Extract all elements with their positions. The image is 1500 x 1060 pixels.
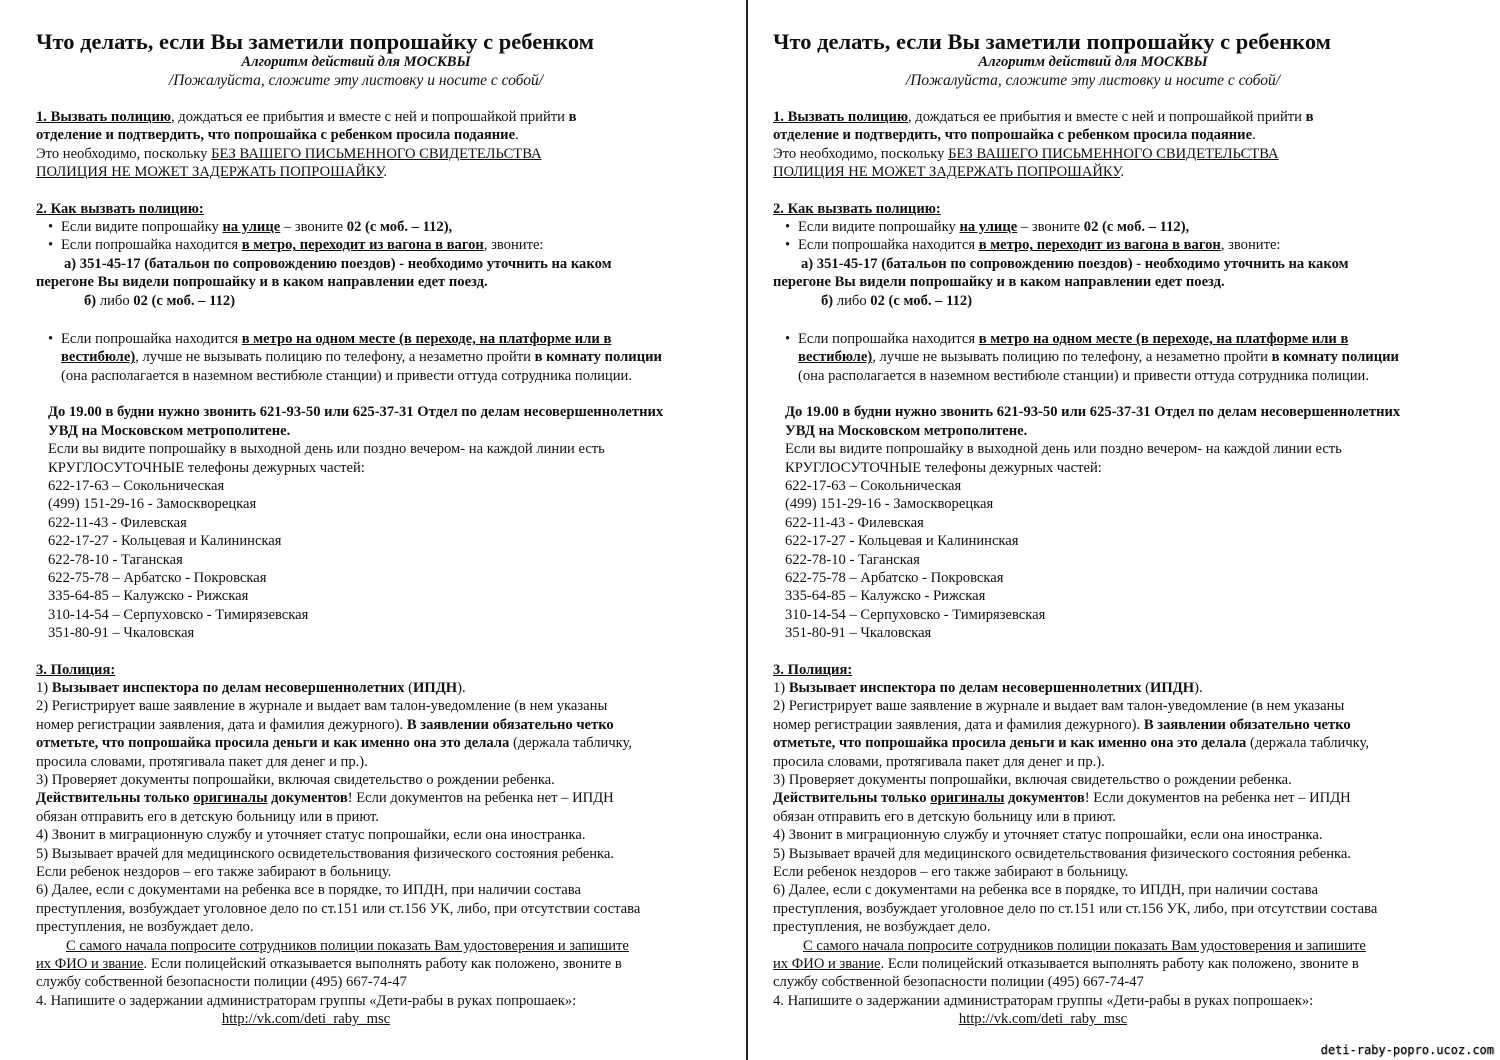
site-watermark: deti-raby-popro.ucoz.com: [1317, 1042, 1498, 1058]
phone-item: 622-11-43 - Филевская: [48, 514, 187, 531]
leaflet-title: Что делать, если Вы заметили попрошайку с ребенком: [773, 29, 1331, 54]
phone-item: (499) 151-29-16 - Замоскворецкая: [48, 496, 257, 513]
list-item: • Если попрошайка находится в метро, переходит из вагона в вагон, звоните:: [785, 236, 1473, 254]
leaflet-right: [737, 0, 1487, 1060]
phone-item: 622-17-63 – Сокольническая: [785, 477, 962, 494]
list-item: • Если попрошайка находится в метро на одном месте (в переходе, на платформе или в вестибюле), лучше не вызывать полицию по телефону, а незаметно пройти в комнату полиции (она располагается в наземном вестибюле станции) и привести оттуда сотрудника полиции.: [785, 330, 1473, 385]
phone-item: 335-64-85 – Калужско - Рижская: [48, 588, 249, 605]
list-item: • Если видите попрошайку на улице – звоните 02 (с моб. – 112),: [48, 218, 736, 236]
phone-item: 310-14-54 – Серпуховско - Тимирязевская: [785, 606, 1046, 623]
phone-item: 310-14-54 – Серпуховско - Тимирязевская: [48, 606, 309, 623]
section-2-heading: 2. Как вызвать полицию:: [773, 200, 941, 217]
juvenile-section: До 19.00 в будни нужно звонить 621-93-50 или 625-37-31 Отдел по делам несовершеннолетних УВД на Московском метрополитене. Если вы видите попрошайку в выходной день или поздно вечером- на каждой линии есть КРУГЛОСУТОЧНЫЕ телефоны дежурных частей: 622-17-63 – Сокольническая (499) 151-29-16 - Замоскворецкая 622-11-43 - Филевская 622-17-27 - Кольцевая и Калининская 622-78-10 - Таганская 622-75-78 – Арбатско - Покровская 335-64-85 – Калужско - Рижская 310-14-54 – Серпуховско - Тимирязевская 351-80-91 – Чкаловская: [36, 403, 736, 642]
section-3-heading: 3. Полиция:: [773, 661, 853, 678]
phone-list: [48, 477, 736, 643]
section-1-heading: 1. Вызвать полицию: [773, 109, 908, 125]
section-3: 3. Полиция: 1) Вызывает инспектора по делам несовершеннолетних (ИПДН). 2) Регистрирует ваше заявление в журнале и выдает вам талон-уведомление (в нем указаны номер регистрации заявления, дата и фамилия дежурного). В заявлении обязательно четко отметьте, что попрошайка просила деньги и как именно она это делала (держала табличку, просила словами, протягивала пакет для денег и пр.). 3) Проверяет документы попрошайки, включая свидетельство о рождении ребенка. Действительны только оригиналы документов! Если документов на ребенка нет – ИПДН обязан отправить его в детскую больницу или в приют. 4) Звонит в миграционную службу и уточняет статус попрошайки, если она иностранка. 5) Вызывает врачей для медицинского освидетельствования физического состояния ребенка. Если ребенок нездоров – его также забирают в больницу. 6) Далее, если с документами на ребенка все в порядке, то ИПДН, при наличии состава преступления, возбуждает уголовное дело по ст.151 или ст.156 УК, либо, при отсутствии состава преступления, не возбуждает дело. С самого начала попросите сотрудников полиции показать Вам удостоверения и запишите их ФИО и звание. Если полицейский отказывается выполнять работу как положено, звоните в службу собственной безопасности полиции (495) 667-74-47 4. Напишите о задержании администраторам группы «Дети-рабы в руках попрошаек»: http://vk.com/deti_raby_msc: [36, 661, 736, 1029]
phone-item: 622-75-78 – Арбатско - Покровская: [785, 569, 1004, 586]
list-item: • Если попрошайка находится в метро, переходит из вагона в вагон, звоните:: [48, 236, 736, 254]
section-2: 2. Как вызвать полицию: • Если видите попрошайку на улице – звоните 02 (с моб. – 112), • Если попрошайка находится в метро, переходит из вагона в вагон, звоните: а) 351-45-17 (батальон по сопровождению поездов) - необходимо уточнить на каком перегоне Вы видели попрошайку и в каком направлении едет поезд. б) либо 02 (с моб. – 112) • Если попрошайка находится в метро на одном месте (в переходе, на платформе или в вестибюле), лучше не вызывать полицию по телефону, а незаметно пройти в комнату полиции (она располагается в наземном вестибюле станции) и привести оттуда сотрудника полиции.: [36, 200, 736, 386]
section-1-heading: 1. Вызвать полицию: [36, 109, 171, 125]
leaflet-subtitle: Алгоритм действий для МОСКВЫ: [978, 54, 1208, 70]
section-3: 3. Полиция: 1) Вызывает инспектора по делам несовершеннолетних (ИПДН). 2) Регистрирует ваше заявление в журнале и выдает вам талон-уведомление (в нем указаны номер регистрации заявления, дата и фамилия дежурного). В заявлении обязательно четко отметьте, что попрошайка просила деньги и как именно она это делала (держала табличку, просила словами, протягивала пакет для денег и пр.). 3) Проверяет документы попрошайки, включая свидетельство о рождении ребенка. Действительны только оригиналы документов! Если документов на ребенка нет – ИПДН обязан отправить его в детскую больницу или в приют. 4) Звонит в миграционную службу и уточняет статус попрошайки, если она иностранка. 5) Вызывает врачей для медицинского освидетельствования физического состояния ребенка. Если ребенок нездоров – его также забирают в больницу. 6) Далее, если с документами на ребенка все в порядке, то ИПДН, при наличии состава преступления, возбуждает уголовное дело по ст.151 или ст.156 УК, либо, при отсутствии состава преступления, не возбуждает дело. С самого начала попросите сотрудников полиции показать Вам удостоверения и запишите их ФИО и звание. Если полицейский отказывается выполнять работу как положено, звоните в службу собственной безопасности полиции (495) 667-74-47 4. Напишите о задержании администраторам группы «Дети-рабы в руках попрошаек»: http://vk.com/deti_raby_msc: [773, 661, 1473, 1029]
phone-item: 622-17-63 – Сокольническая: [48, 477, 225, 494]
phone-item: 622-11-43 - Филевская: [785, 514, 924, 531]
list-item: • Если видите попрошайку на улице – звоните 02 (с моб. – 112),: [785, 218, 1473, 236]
phone-item: 351-80-91 – Чкаловская: [785, 625, 932, 642]
leaflet-note: /Пожалуйста, сложите эту листовку и носите с собой/: [905, 72, 1281, 89]
leaflet-subtitle: Алгоритм действий для МОСКВЫ: [241, 54, 471, 70]
section-1: 1. Вызвать полицию, дождаться ее прибытия и вместе с ней и попрошайкой прийти в отделение и подтвердить, что попрошайка с ребенком просила подаяние. Это необходимо, поскольку БЕЗ ВАШЕГО ПИСЬМЕННОГО СВИДЕТЕЛЬСТВА ПОЛИЦИЯ НЕ МОЖЕТ ЗАДЕРЖАТЬ ПОПРОШАЙКУ.: [773, 109, 1314, 181]
phone-item: (499) 151-29-16 - Замоскворецкая: [785, 496, 994, 513]
phone-item: 622-17-27 - Кольцевая и Калининская: [48, 533, 282, 550]
phone-item: 622-78-10 - Таганская: [48, 551, 183, 568]
juvenile-section: До 19.00 в будни нужно звонить 621-93-50 или 625-37-31 Отдел по делам несовершеннолетних УВД на Московском метрополитене. Если вы видите попрошайку в выходной день или поздно вечером- на каждой линии есть КРУГЛОСУТОЧНЫЕ телефоны дежурных частей: 622-17-63 – Сокольническая (499) 151-29-16 - Замоскворецкая 622-11-43 - Филевская 622-17-27 - Кольцевая и Калининская 622-78-10 - Таганская 622-75-78 – Арбатско - Покровская 335-64-85 – Калужско - Рижская 310-14-54 – Серпуховско - Тимирязевская 351-80-91 – Чкаловская: [773, 403, 1473, 642]
phone-item: 622-78-10 - Таганская: [785, 551, 920, 568]
section-1: 1. Вызвать полицию, дождаться ее прибытия и вместе с ней и попрошайкой прийти в отделение и подтвердить, что попрошайка с ребенком просила подаяние. Это необходимо, поскольку БЕЗ ВАШЕГО ПИСЬМЕННОГО СВИДЕТЕЛЬСТВА ПОЛИЦИЯ НЕ МОЖЕТ ЗАДЕРЖАТЬ ПОПРОШАЙКУ.: [36, 109, 577, 181]
section-2-heading: 2. Как вызвать полицию:: [36, 200, 204, 217]
leaflet-title: Что делать, если Вы заметили попрошайку с ребенком: [36, 29, 594, 54]
phone-item: 622-17-27 - Кольцевая и Калининская: [785, 533, 1019, 550]
section-3-heading: 3. Полиция:: [36, 661, 116, 678]
list-item: • Если попрошайка находится в метро на одном месте (в переходе, на платформе или в вестибюле), лучше не вызывать полицию по телефону, а незаметно пройти в комнату полиции (она располагается в наземном вестибюле станции) и привести оттуда сотрудника полиции.: [48, 330, 736, 385]
section-2: 2. Как вызвать полицию: • Если видите попрошайку на улице – звоните 02 (с моб. – 112), • Если попрошайка находится в метро, переходит из вагона в вагон, звоните: а) 351-45-17 (батальон по сопровождению поездов) - необходимо уточнить на каком перегоне Вы видели попрошайку и в каком направлении едет поезд. б) либо 02 (с моб. – 112) • Если попрошайка находится в метро на одном месте (в переходе, на платформе или в вестибюле), лучше не вызывать полицию по телефону, а незаметно пройти в комнату полиции (она располагается в наземном вестибюле станции) и привести оттуда сотрудника полиции.: [773, 200, 1473, 386]
vk-group-link[interactable]: http://vk.com/deti_raby_msc: [221, 1011, 391, 1028]
phone-item: 335-64-85 – Калужско - Рижская: [785, 588, 986, 605]
phone-list: [785, 477, 1473, 643]
leaflet-note: /Пожалуйста, сложите эту листовку и носите с собой/: [168, 72, 544, 89]
vk-group-link[interactable]: http://vk.com/deti_raby_msc: [958, 1011, 1128, 1028]
phone-item: 351-80-91 – Чкаловская: [48, 625, 195, 642]
phone-item: 622-75-78 – Арбатско - Покровская: [48, 569, 267, 586]
